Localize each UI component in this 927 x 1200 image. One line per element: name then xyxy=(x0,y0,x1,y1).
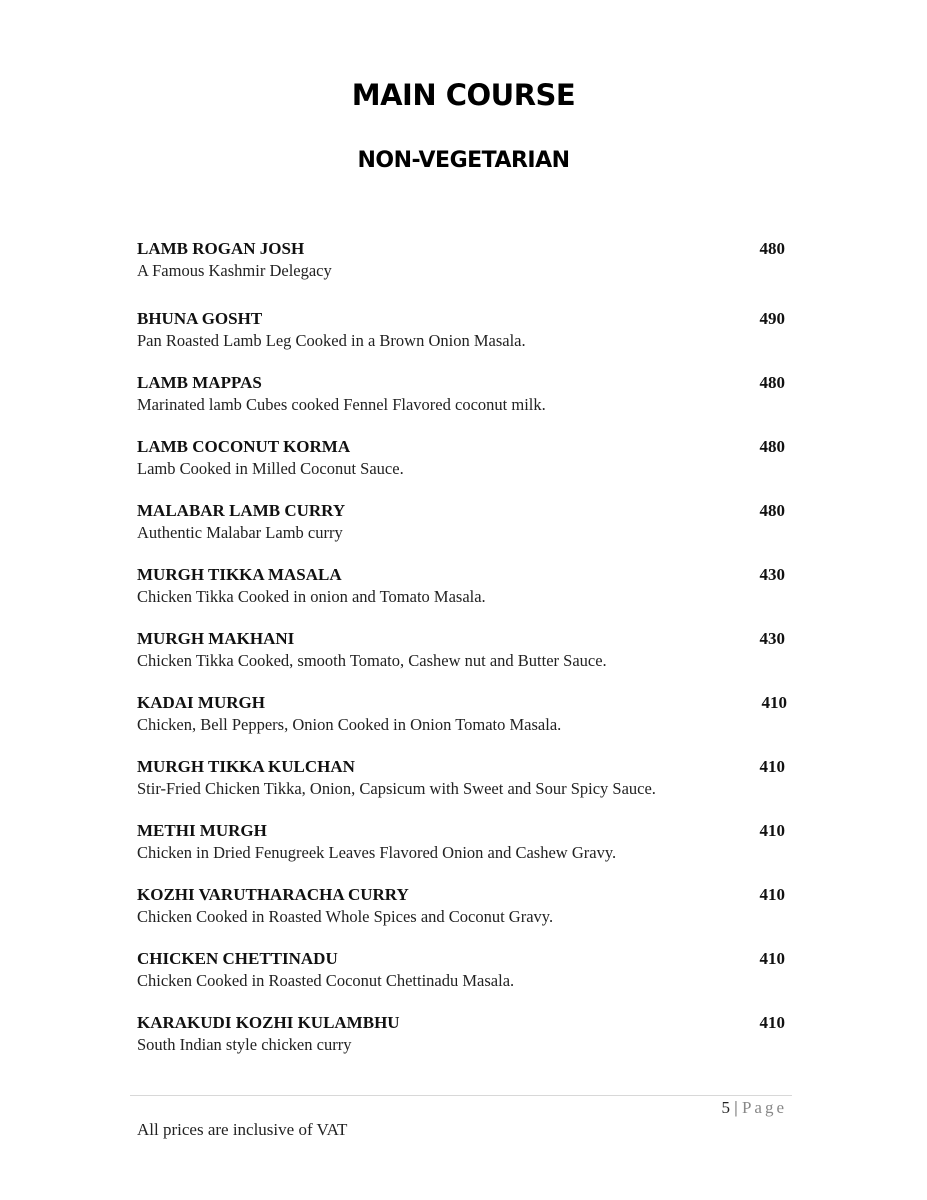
item-name: LAMB ROGAN JOSH xyxy=(137,239,305,258)
item-price: 410 xyxy=(759,1013,785,1032)
item-description: Chicken, Bell Peppers, Onion Cooked in Onion Tomato Masala. xyxy=(137,715,562,734)
item-description: Chicken in Dried Fenugreek Leaves Flavored Onion and Cashew Gravy. xyxy=(137,843,617,862)
menu-item xyxy=(137,629,785,679)
item-description: Chicken Tikka Cooked, smooth Tomato, Cashew nut and Butter Sauce. xyxy=(137,651,607,670)
page-number xyxy=(722,1098,787,1118)
menu-item xyxy=(137,501,785,551)
item-price: 480 xyxy=(759,437,785,456)
page-label: Page xyxy=(741,1098,787,1117)
vat-note: All prices are inclusive of VAT xyxy=(137,1120,348,1139)
item-name: CHICKEN CHETTINADU xyxy=(137,949,338,968)
item-description: Chicken Cooked in Roasted Whole Spices and Coconut Gravy. xyxy=(137,907,554,926)
item-price: 480 xyxy=(759,239,785,258)
item-price: 430 xyxy=(759,565,785,584)
item-name: MURGH MAKHANI xyxy=(137,629,295,648)
item-description: Marinated lamb Cubes cooked Fennel Flavored coconut milk. xyxy=(137,395,546,414)
item-price: 480 xyxy=(759,501,785,520)
item-description: Lamb Cooked in Milled Coconut Sauce. xyxy=(137,459,404,478)
item-description: South Indian style chicken curry xyxy=(137,1035,352,1054)
menu-item xyxy=(137,373,785,423)
item-price: 410 xyxy=(759,949,785,968)
menu-item xyxy=(137,885,785,935)
item-description: Authentic Malabar Lamb curry xyxy=(137,523,343,542)
item-name: MURGH TIKKA MASALA xyxy=(137,565,342,584)
footer-divider xyxy=(130,1095,792,1096)
menu-item xyxy=(137,821,785,871)
menu-item xyxy=(137,239,785,289)
item-price: 430 xyxy=(759,629,785,648)
item-name: METHI MURGH xyxy=(137,821,267,840)
item-description: Chicken Tikka Cooked in onion and Tomato Masala. xyxy=(137,587,486,606)
item-name: BHUNA GOSHT xyxy=(137,309,263,328)
item-price: 490 xyxy=(759,309,785,328)
item-name: LAMB COCONUT KORMA xyxy=(137,437,351,456)
item-price: 410 xyxy=(759,757,785,776)
item-name: MALABAR LAMB CURRY xyxy=(137,501,346,520)
item-name: LAMB MAPPAS xyxy=(137,373,262,392)
item-description: Stir-Fried Chicken Tikka, Onion, Capsicum with Sweet and Sour Spicy Sauce. xyxy=(137,779,656,798)
item-description: A Famous Kashmir Delegacy xyxy=(137,261,332,280)
menu-item xyxy=(137,1013,785,1063)
menu-item xyxy=(137,309,785,359)
page-title: MAIN COURSE xyxy=(351,78,576,112)
menu-item xyxy=(137,565,785,615)
item-description: Pan Roasted Lamb Leg Cooked in a Brown Onion Masala. xyxy=(137,331,526,350)
item-price: 410 xyxy=(759,821,785,840)
item-price: 480 xyxy=(759,373,785,392)
menu-item xyxy=(137,437,785,487)
item-price: 410 xyxy=(761,693,787,712)
item-name: KOZHI VARUTHARACHA CURRY xyxy=(137,885,409,904)
item-name: KARAKUDI KOZHI KULAMBHU xyxy=(137,1013,400,1032)
menu-item xyxy=(137,693,785,743)
menu-item xyxy=(137,949,785,999)
item-name: KADAI MURGH xyxy=(137,693,265,712)
section-subtitle: NON-VEGETARIAN xyxy=(357,148,570,173)
item-price: 410 xyxy=(759,885,785,904)
item-description: Chicken Cooked in Roasted Coconut Chettinadu Masala. xyxy=(137,971,515,990)
item-name: MURGH TIKKA KULCHAN xyxy=(137,757,355,776)
page-separator: | xyxy=(734,1098,738,1117)
menu-item xyxy=(137,757,785,807)
page-number-value: 5 xyxy=(721,1098,731,1117)
